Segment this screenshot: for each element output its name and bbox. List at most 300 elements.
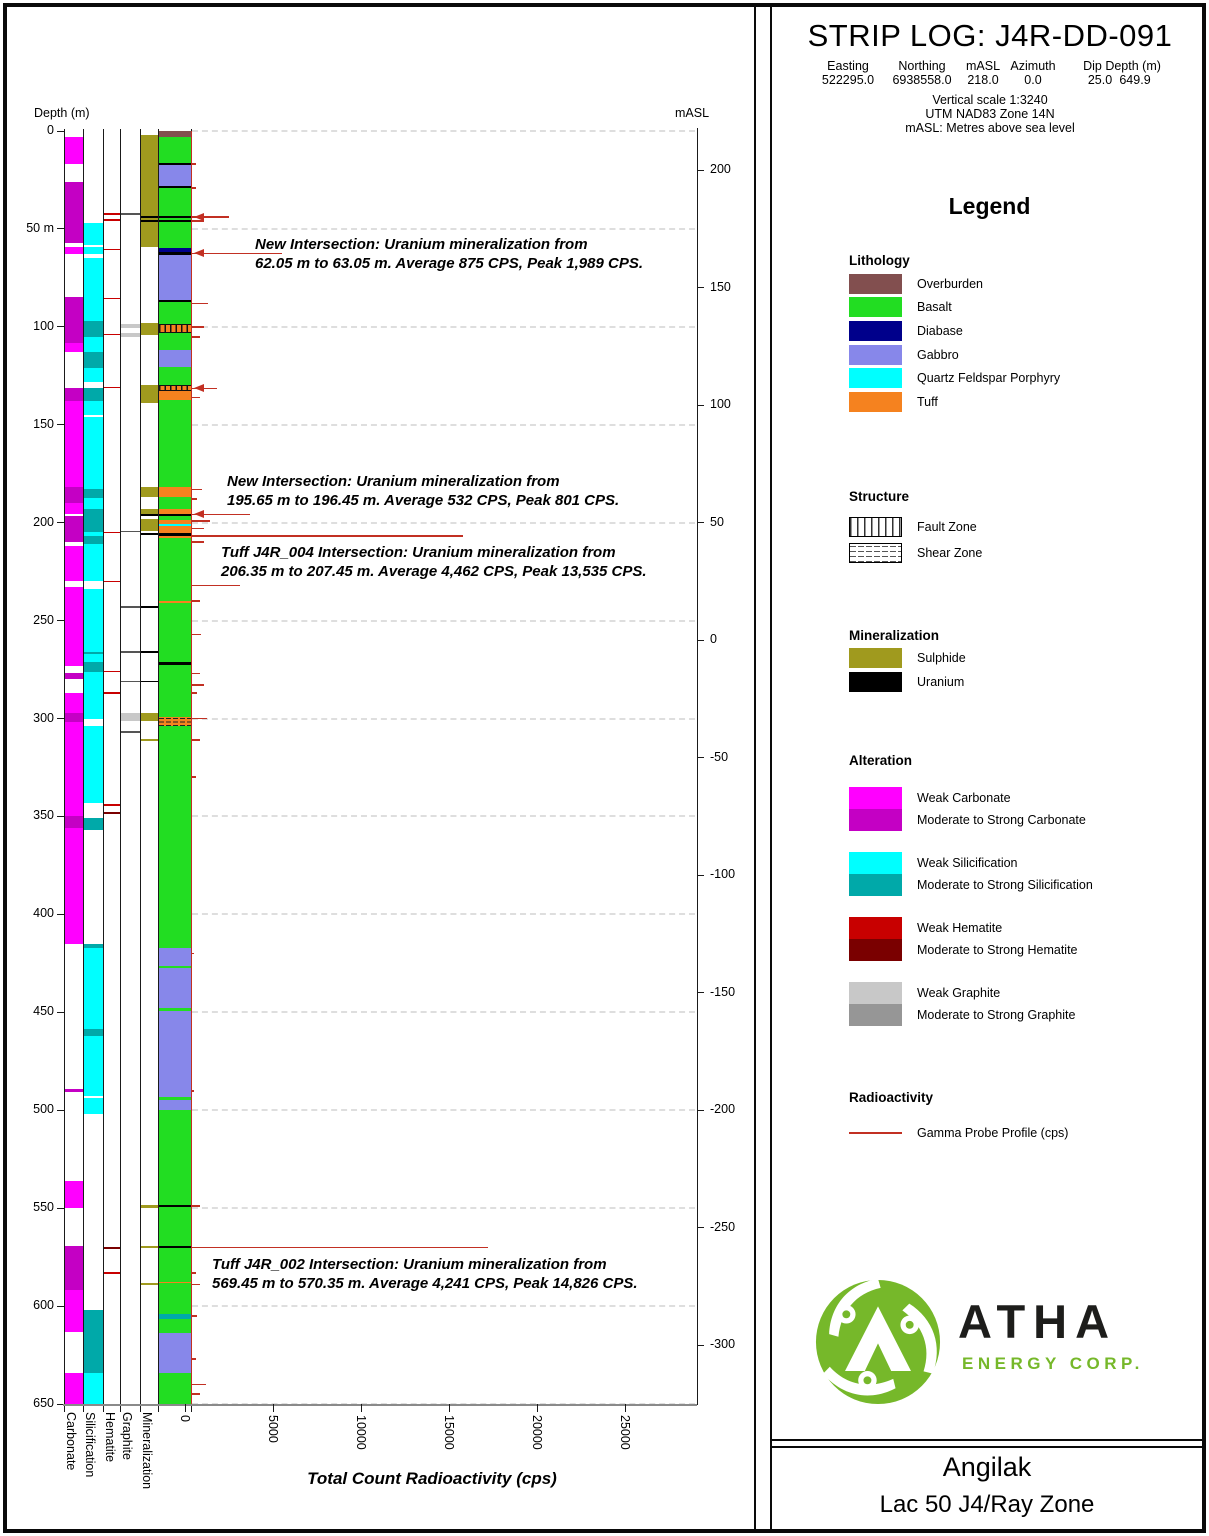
mineralization-interval-sulphide [141,1205,158,1208]
legend-pair-swatch [849,982,902,1026]
masl-tick [697,757,704,758]
legend-section-mineralization [849,628,1201,694]
legend-swatch [849,648,902,668]
masl-tick [697,170,704,171]
gamma-spike [192,1315,198,1317]
legend-item [849,647,1201,671]
cps-tick-label: 0 [178,1415,192,1422]
hematite-line-weak [104,671,120,673]
masl-tick-label: -100 [710,867,736,881]
depth-gridline [192,1305,695,1307]
meta-label: mASL [965,59,1001,73]
carbonate-interval-strong [64,713,83,723]
legend-item-label: Overburden [917,276,984,291]
lithology-interval-basalt [159,1248,191,1281]
silicification-interval-weak [84,337,103,353]
hematite-line-weak [104,387,120,389]
cps-tick [537,1404,538,1412]
gamma-spike [192,397,200,399]
carbonate-interval-strong [64,816,83,828]
intersection-annotation [227,473,619,510]
legend-swatch [849,368,902,388]
legend-item-label: Quartz Feldspar Porphyry [917,371,1061,386]
cps-tick-label: 20000 [530,1415,544,1450]
masl-tick [697,522,704,523]
legend-item [849,296,1201,320]
depth-gridline [192,913,695,915]
gamma-spike [192,776,196,778]
mineralization-interval-sulphide [141,487,158,497]
legend-pattern-swatch [849,543,902,563]
track-border [103,129,104,1405]
graphite-interval-weak [121,333,140,337]
legend-swatch [849,672,902,692]
strong-swatch [849,809,902,831]
depth-tick-label: 50 m [26,220,54,235]
weak-swatch [849,917,902,939]
gamma-spike [192,187,196,189]
legend-item [849,390,1201,414]
masl-tick-label: 50 [710,514,724,529]
gamma-spike [192,1358,196,1360]
mineralization-interval-sulphide [141,1283,158,1285]
meta-value: 6938558.0 [892,73,952,87]
depth-gridline [192,424,695,426]
masl-tick-label: -150 [710,984,736,999]
depth-tick-label: 500 [33,1102,54,1117]
meta-value: 522295.0 [821,73,875,87]
depth-tick-label: 0 [47,123,54,137]
gamma-spike [192,535,464,537]
legend-pair-labels [917,917,1078,961]
masl-tick [697,992,704,993]
lithology-interval-basalt [159,1373,191,1404]
lithology-interval-basalt [159,1319,191,1334]
legend-line-items [849,1121,1201,1145]
legend-item-label: Fault Zone [917,519,977,534]
lithology-interval-tuff_shear [159,717,191,727]
mineralization-line-line [141,651,158,653]
silicification-interval-weak [84,672,103,719]
legend-item [849,319,1201,343]
column-label-graphite: Graphite [120,1412,134,1460]
lithology-interval-basalt [159,1283,191,1314]
masl-tick-label: 150 [710,279,731,294]
lithology-interval-basalt [159,1110,191,1205]
gamma-spike [192,220,205,222]
masl-tick-label: -200 [710,1102,736,1116]
gamma-spike [192,684,205,686]
silicification-interval-weak [84,498,103,509]
meta-label: Azimuth [1010,59,1056,73]
legend-item-label: Shear Zone [917,545,983,560]
depth-gridline [192,620,695,622]
right-panel-left-border [770,3,772,1533]
hematite-line-weak [104,219,120,221]
cps-tick [185,1404,186,1412]
legend-swatch [849,297,902,317]
meta-label: Northing [898,59,946,73]
cps-tick-label: 25000 [618,1415,632,1450]
depth-tick-label: 600 [33,1298,54,1313]
graphite-line-line [121,651,140,653]
silicification-interval-strong [84,352,103,368]
lithology-interval-gabbro [159,968,191,1008]
gamma-spike [192,1284,200,1286]
annotation-line-1: New Intersection: Uranium mineralization from [227,473,560,490]
gamma-baseline [191,131,192,1404]
gamma-spike [192,303,208,305]
silicification-interval-weak [84,368,103,382]
silicification-interval-weak [84,1373,103,1404]
legend-section-lithology [849,253,1201,414]
strong-label: Moderate to Strong Carbonate [917,812,1086,827]
depth-gridline [192,326,695,328]
hematite-line-weak [104,298,120,300]
silicification-interval-weak [84,1098,103,1114]
cps-tick [449,1404,450,1412]
gamma-spike [192,1393,200,1395]
carbonate-interval-strong [64,1089,83,1092]
gamma-line-swatch [849,1132,902,1134]
cps-tick-label: 15000 [442,1415,456,1450]
silicification-interval-weak [84,223,103,245]
cps-axis-line [63,1404,697,1406]
mineralization-interval-sulphide [141,713,158,722]
gamma-spike [192,163,196,165]
mineralization-interval-sulphide [141,385,158,404]
depth-tick [57,1306,64,1307]
lithology-interval-tuff_fault [159,385,191,392]
carbonate-interval-weak [64,828,83,944]
lithology-interval-basalt [159,400,191,487]
gamma-spike [192,1384,207,1386]
depth-tick [57,228,64,229]
carbonate-interval-weak [64,401,83,487]
mineralization-interval-sulphide [141,739,158,741]
legend-section-header: Alteration [849,752,913,768]
mineralization-interval-uranium [141,533,158,535]
gamma-spike [192,498,198,500]
legend-pattern-swatch [849,517,902,537]
atha-logo [810,1274,1200,1424]
masl-tick [697,405,704,406]
legend [778,193,1201,1144]
depth-gridline [192,1207,695,1209]
carbonate-interval-weak [64,722,83,816]
column-label-carbonate: Carbonate [63,1412,78,1471]
legend-alteration-pair [849,982,1201,1026]
annotation-line-2: 206.35 m to 207.45 m. Average 4,462 CPS, Peak 13,535 CPS. [221,562,647,580]
depth-gridline [192,130,695,132]
legend-pair-labels [917,982,1075,1026]
strong-swatch [849,939,902,961]
legend-section-header: Radioactivity [849,1089,934,1105]
mineralization-interval-sulphide [141,1246,158,1248]
annotation-line-1: New Intersection: Uranium mineralization from [255,236,588,253]
silicification-interval-strong [84,489,103,498]
track-border [83,129,84,1405]
mineralization-interval-sulphide [141,323,158,335]
depth-tick [57,131,64,132]
track-border [64,129,65,1405]
mineralization-interval-uranium [141,514,158,516]
lithology-interval-basalt [159,665,191,717]
gamma-annotation-arrow [194,510,204,518]
lithology-interval-gabbro [159,1333,191,1372]
hematite-line-weak [104,532,120,534]
weak-label: Weak Hematite [917,920,1003,935]
gamma-spike [192,718,208,720]
gamma-spike [192,336,200,338]
silicification-interval-weak [84,654,103,662]
legend-pair-labels [917,852,1093,896]
strong-label: Moderate to Strong Silicification [917,877,1093,892]
cps-tick-label: 5000 [266,1415,280,1443]
intersection-annotation [255,236,643,273]
legend-section-alteration [849,753,1201,1026]
depth-tick-label: 100 [33,318,54,333]
lithology-interval-tuff [159,487,191,497]
legend-pair-labels [917,787,1086,831]
carbonate-interval-weak [64,247,83,255]
graphite-line-line [121,606,140,608]
intersection-annotation [221,544,647,581]
project-footer [772,1449,1202,1524]
gamma-spike [192,585,240,587]
depth-tick [57,914,64,915]
depth-gridline [192,718,695,720]
hematite-line-weak [104,1272,120,1274]
hematite-line-weak [104,334,120,336]
masl-definition-note: mASL: Metres above sea level [905,121,1075,135]
carbonate-interval-strong [64,297,83,342]
lithology-interval-gabbro [159,1011,191,1096]
column-label-hematite: Hematite [103,1412,117,1463]
carbonate-interval-weak [64,1373,83,1404]
silicification-interval-weak [84,258,103,321]
utm-zone-note: UTM NAD83 Zone 14N [925,107,1055,121]
legend-pair-items [849,787,1201,1026]
logo-brand-text: ATHA [958,1295,1118,1348]
graphite-interval-weak [121,713,140,722]
hematite-line-strong [104,812,120,815]
lithology-interval-gabbro [159,948,191,967]
depth-gridline [192,815,695,817]
masl-tick-label: 0 [710,632,717,646]
gamma-spike [192,541,205,543]
masl-tick [697,640,704,641]
lithology-interval-tuff_fault [159,324,191,333]
hematite-line-weak [104,249,120,251]
legend-section-radioactivity [849,1090,1201,1145]
annotation-line-2: 195.65 m to 196.45 m. Average 532 CPS, Peak 801 CPS. [227,491,620,509]
carbonate-interval-strong [64,487,83,503]
masl-tick-label: -250 [710,1219,736,1234]
carbonate-interval-weak [64,343,83,353]
lithology-interval-basalt [159,726,191,947]
lithology-interval-basalt [159,603,191,662]
legend-item [849,1121,1201,1145]
legend-section-header: Structure [849,488,910,504]
meta-value: 218.0 [967,73,999,87]
carbonate-interval-strong [64,516,83,542]
legend-item [849,272,1201,296]
column-label-mineralization: Mineralization [140,1412,154,1490]
depth-tick-label: 550 [33,1200,54,1215]
gamma-spike [192,489,202,491]
atha-logo-icon [812,1276,944,1408]
depth-tick-label: 200 [33,514,54,529]
silicification-interval-strong [84,1310,103,1373]
carbonate-interval-weak [64,587,83,665]
vertical-scale-note: Vertical scale 1:3240 [932,93,1048,107]
masl-tick [697,1227,704,1228]
depth-tick-label: 350 [33,808,54,823]
page-title: STRIP LOG: J4R-DD-091 [807,18,1173,53]
hematite-line-weak [104,692,120,694]
depth-tick [57,816,64,817]
silicification-interval-strong [84,536,103,544]
weak-swatch [849,982,902,1004]
masl-tick-label: 200 [710,162,731,176]
legend-item-label: Diabase [917,323,963,338]
masl-axis-line [697,128,698,1405]
lithology-interval-basalt [159,538,191,601]
legend-pair-swatch [849,852,902,896]
cps-axis-title: Total Count Radioactivity (cps) [307,1469,557,1488]
lithology-interval-basalt [159,333,191,351]
carbonate-interval-weak [64,137,83,164]
mineralization-interval-sulphide [141,222,158,246]
gamma-spike [192,739,200,741]
lithology-interval-gabbro [159,350,191,367]
annotation-line-2: 62.05 m to 63.05 m. Average 875 CPS, Peak 1,989 CPS. [255,254,644,272]
mineralization-interval-sulphide [141,519,158,531]
carbonate-interval-strong [64,388,83,402]
strong-swatch [849,874,902,896]
legend-alteration-pair [849,787,1201,831]
gamma-spike [192,520,210,522]
depth-gridline [192,1109,695,1111]
mineralization-line-line [141,606,158,608]
silicification-interval-strong [84,662,103,672]
silicification-interval-weak [84,544,103,581]
graphite-interval-weak [121,324,140,328]
legend-section-header: Mineralization [849,627,940,643]
legend-item-label: Tuff [917,394,938,409]
logo-subtitle: ENERGY CORP. [962,1354,1144,1373]
gamma-annotation-arrow [194,384,204,392]
meta-value: 25.0 [1087,73,1113,87]
graphite-line-line [121,731,140,733]
hematite-line-weak [104,804,120,806]
meta-label: Easting [827,59,869,73]
carbonate-interval-weak [64,503,83,514]
legend-alteration-pair [849,917,1201,961]
depth-tick [57,620,64,621]
carbonate-interval-strong [64,1246,83,1290]
strong-swatch [849,1004,902,1026]
legend-item-label: Sulphide [917,651,966,666]
weak-label: Weak Graphite [917,985,1001,1000]
depth-tick-label: 650 [33,1396,54,1410]
graphite-line-line [121,681,140,683]
legend-footer-divider-bottom [770,1446,1204,1448]
depth-gridline [192,1011,695,1013]
lithology-interval-tuff [159,526,191,534]
carbonate-interval-strong [64,182,83,243]
hematite-line-weak [104,213,120,215]
masl-tick [697,875,704,876]
depth-tick [57,718,64,719]
meta-value: 649.9 [1119,73,1151,87]
mineralization-interval-sulphide [141,135,158,216]
gamma-spike [192,326,205,328]
legend-swatch [849,321,902,341]
cps-tick [361,1404,362,1412]
legend-swatch [849,345,902,365]
lithology-interval-tuff [159,391,191,400]
graphite-line-line [121,213,140,215]
masl-tick [697,1345,704,1346]
depth-tick-label: 150 [33,416,54,431]
hematite-line-strong [104,1247,120,1250]
lithology-interval-gabbro [159,255,191,300]
track-border [120,129,121,1405]
silicification-interval-strong [84,509,103,533]
silicification-interval-strong [84,1029,103,1036]
masl-tick-label: -50 [710,749,729,764]
silicification-interval-weak [84,247,103,255]
gamma-spike [192,634,201,636]
gamma-spike [192,1272,197,1274]
depth-axis-title: Depth (m) [34,106,90,120]
masl-tick [697,287,704,288]
annotation-line-2: 569.45 m to 570.35 m. Average 4,241 CPS, Peak 14,826 CPS. [212,1274,638,1292]
legend-item-label: Uranium [917,674,965,689]
legend-item-label: Gabbro [917,347,959,362]
legend-item [849,514,1201,540]
cps-tick-label: 10000 [354,1415,368,1450]
cps-tick [625,1404,626,1412]
weak-label: Weak Carbonate [917,790,1011,805]
graphite-line-line [121,531,140,533]
depth-tick-label: 450 [33,1004,54,1019]
legend-item [849,366,1201,390]
silicification-interval-weak [84,417,103,489]
meta-label: Dip Depth (m) [1083,59,1161,73]
carbonate-interval-weak [64,1181,83,1208]
gamma-spike [192,528,205,530]
column-label-silicification: Silicification [83,1412,97,1478]
depth-tick-label: 250 [33,612,54,627]
silicification-interval-strong [84,818,103,830]
weak-swatch [849,852,902,874]
carbonate-interval-weak [64,546,83,581]
depth-tick-label: 400 [33,906,54,921]
lithology-interval-basalt [159,137,191,163]
lithology-interval-basalt [159,497,191,509]
legend-section-header: Lithology [849,253,910,268]
carbonate-interval-weak [64,693,83,713]
legend-item-label: Basalt [917,300,952,315]
annotation-line-1: Tuff J4R_004 Intersection: Uranium mineralization from [221,544,616,561]
gamma-spike [192,673,200,675]
gamma-spike [192,692,198,694]
legend-swatch [849,274,902,294]
carbonate-interval-weak [64,1290,83,1331]
